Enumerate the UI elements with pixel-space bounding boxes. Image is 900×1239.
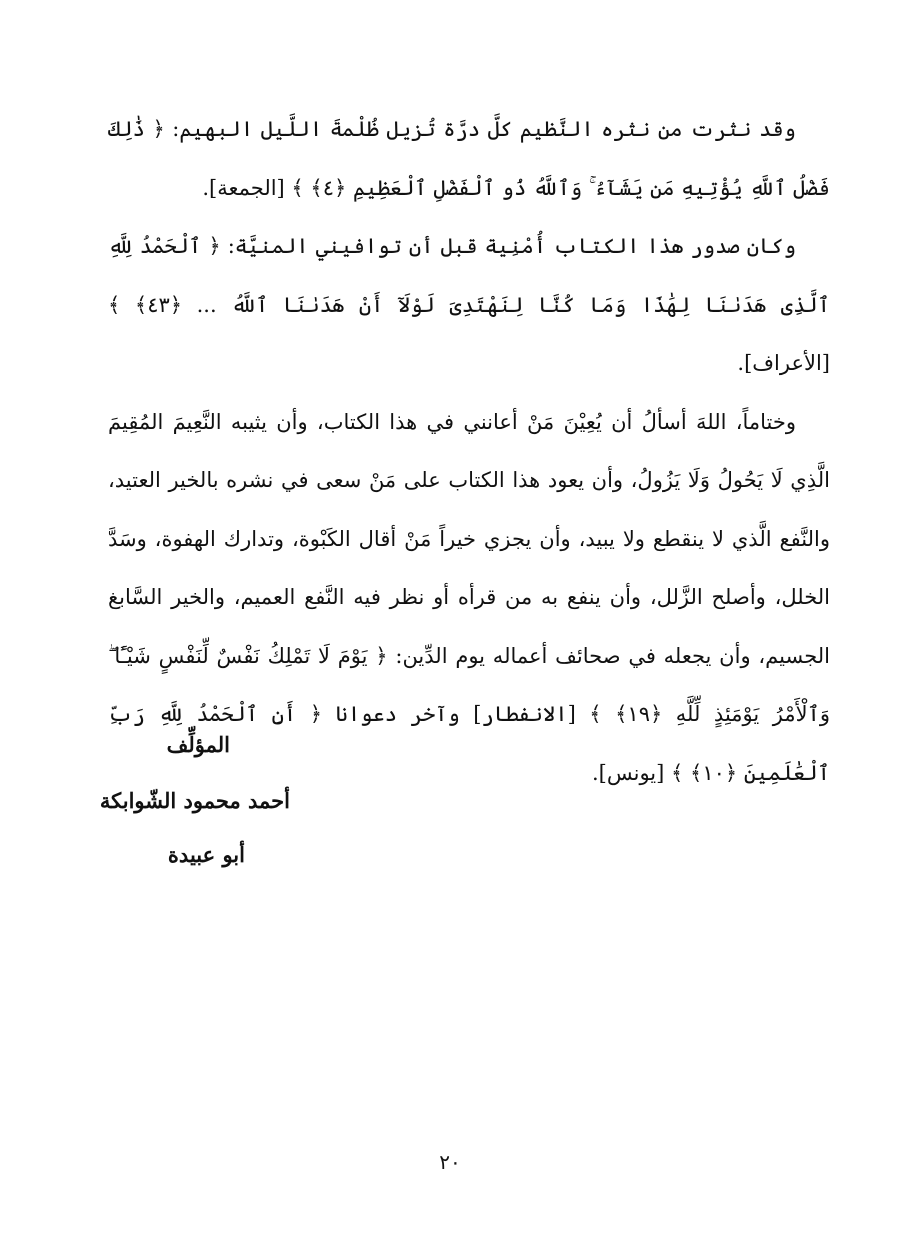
author-label: المؤلِّف: [166, 732, 230, 757]
paragraph-closing: وختاماً، اللهَ أسألُ أن يُعِيْنَ مَنْ أعانني في هذا الكتاب، وأن يثيبه النَّعِيمَ المُقِيمَ الَّذِي لَا يَحُولُ وَلَا يَزُولُ، وأن يعود هذا الكتاب على مَنْ سعى في نشره بالخير العتيد، والنَّفع الَّذي لا ينقطع ولا يبيد، وأن يجزي خيراً مَنْ أقال الكَبْوة، وتدارك الهفوة، وسَدَّ الخلل، وأصلح الزَّلل، وأن ينفع به من قرأه أو نظر فيه النَّفع العميم، والخير السَّابغ الجسيم، وأن يجعله في صحائف أعماله يوم الدِّين: ﴿ يَوْمَ لَا تَمْلِكُ نَفْسٌ لِّنَفْسٍ شَيْـًٔا ۖ وَٱلْأَمْرُ يَوْمَئِذٍ لِّلَّهِ ﴿١٩﴾ ﴾ [الانفطار] وآخر دعوانا ﴿ أَنِ ٱلْحَمْدُ لِلَّهِ رَبِّ ٱلْعَٰلَمِينَ ﴿١٠﴾ ﴾ [يونس].: [108, 409, 830, 785]
paragraph-intro: وقد نثرت من نثره النَّظيم كلَّ درَّة تُزيل ظُلْمةَ اللَّيل البهيم: ﴿ ذَٰلِكَ فَضْلُ ٱللَّهِ يُؤْتِيهِ مَن يَشَآءُ ۚ وَٱللَّهُ ذُو ٱلْفَضْلِ ٱلْعَظِيمِ ﴿٤﴾ ﴾ [الجمعة].: [108, 117, 830, 200]
author-signature: [0, 722, 900, 882]
author-kunya: أبو عبيدة: [167, 842, 245, 867]
paragraph-wish: وكان صدور هذا الكتاب أُمْنِية قبل أن توافيني المنيَّة: ﴿ ٱلْحَمْدُ لِلَّهِ ٱلَّذِى هَدَىٰنَا لِهَٰذَا وَمَا كُنَّا لِنَهْتَدِىَ لَوْلَآ أَنْ هَدَىٰنَا ٱللَّهُ ... ﴿٤٣﴾ ﴾ [الأعراف].: [108, 234, 830, 375]
page-number: ٢٠: [439, 1150, 461, 1174]
author-name: أحمد محمود الشّوابكة: [99, 788, 290, 813]
body-text: [108, 100, 830, 802]
